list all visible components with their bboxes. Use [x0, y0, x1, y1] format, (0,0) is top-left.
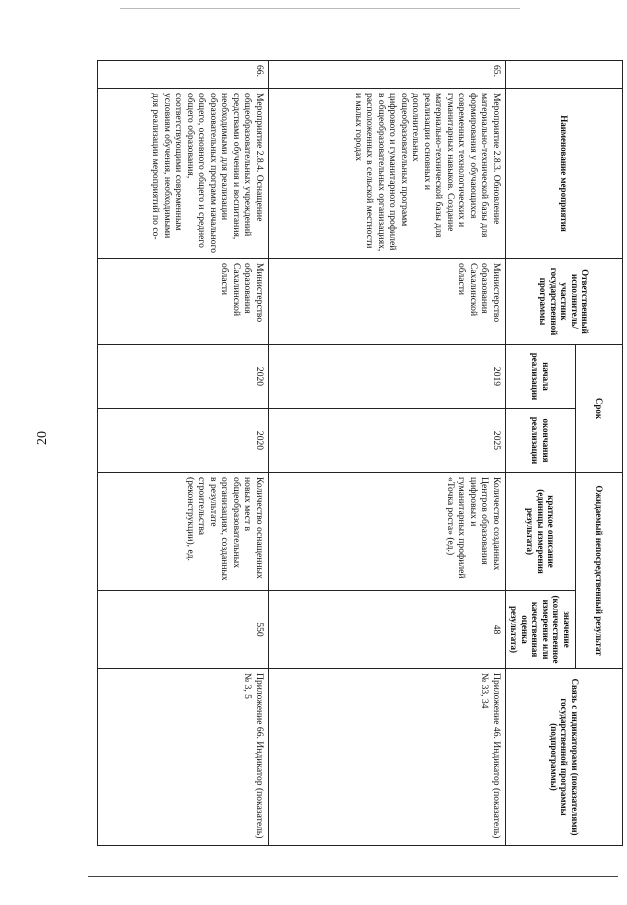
row-result-desc: Количество созданных Центров образования цифровых и гуманитарных профилей «Точка роста» (ед.): [269, 473, 506, 591]
row-result-value: 550: [98, 591, 269, 669]
row-link: Приложение 46. Индикатор (показатель) № 33, 34: [269, 669, 506, 846]
row-name: Мероприятие 2.8.3. Обновление материально-технической базы для формирования у обучающихся современных технологических и гуманитарных навыков. Создание материально-технической базы для реализации основных и дополнительных общеобразовательных программ цифрового и гуманитарного профилей в общеобразовательных организациях, расположенных в сельской местности и малых городах: [269, 89, 506, 259]
header-result-desc: краткое описание (единицы измерения результата): [506, 473, 576, 591]
row-responsible: Министерство образования Сахалинской области: [98, 259, 269, 345]
row-link: Приложение 66. Индикатор (показатель) № 3, 5: [98, 669, 269, 846]
table-row: [98, 61, 269, 846]
header-end: окончания реализации: [506, 409, 576, 473]
row-end: 2020: [98, 409, 269, 473]
header-link: Связь с индикаторами (показателями) государственной программы (подпрограммы): [506, 669, 623, 846]
header-name: Наименование мероприятия: [506, 89, 623, 259]
rotated-table-container: [93, 60, 623, 845]
row-name: Мероприятие 2.8.4. Оснащение общеобразовательных учреждений средствами обучения и воспитания, необходимыми для реализации образовательных программ начального общего, основного общего и среднего общего образования, соответствующими современным условиям обучения, необходимыми для реализации мероприятий по со-: [98, 89, 269, 259]
scan-edge-line: [120, 8, 520, 9]
header-number: [506, 61, 623, 89]
page-number: 20: [35, 431, 50, 445]
row-number: 66.: [98, 61, 269, 89]
row-number: 65.: [269, 61, 506, 89]
header-term: Срок: [576, 345, 623, 473]
row-responsible: Министерство образования Сахалинской области: [269, 259, 506, 345]
scan-bottom-line: [88, 876, 618, 877]
row-result-value: 48: [269, 591, 506, 669]
header-row-1: [576, 61, 623, 846]
row-start: 2019: [269, 345, 506, 409]
row-start: 2020: [98, 345, 269, 409]
header-start: начала реализации: [506, 345, 576, 409]
table-row: [269, 61, 506, 846]
header-responsible: Ответственный исполнитель/участник государственной программы: [506, 259, 623, 345]
row-result-desc: Количество оснащенных новых мест в общеобразовательных организациях, созданных в результате строительства (реконструкции), ед.: [98, 473, 269, 591]
measures-table: [97, 60, 623, 846]
header-result: Ожидаемый непосредственный результат: [576, 473, 623, 669]
row-end: 2025: [269, 409, 506, 473]
header-result-value: значение (количественное измерение или качественная оценка результата): [506, 591, 576, 669]
